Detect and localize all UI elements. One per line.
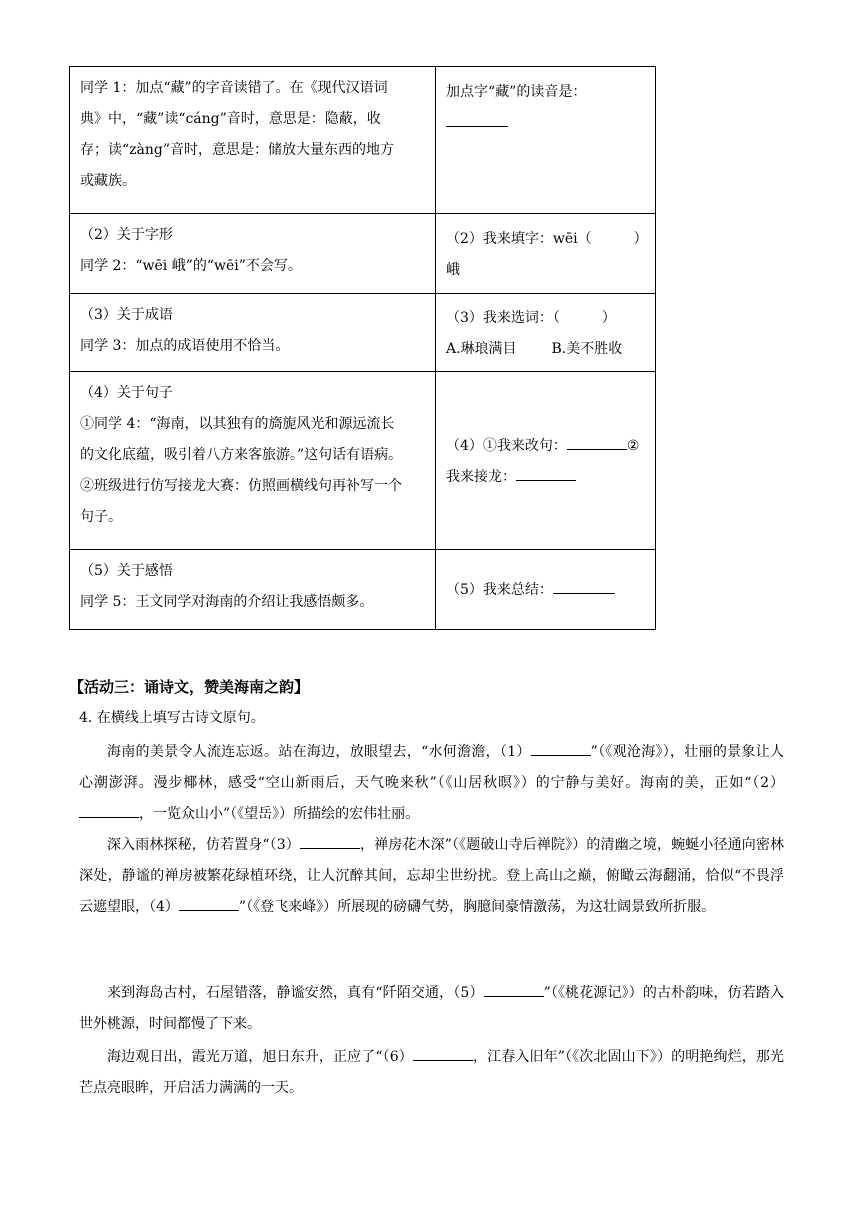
paragraph-2 xyxy=(79,830,784,923)
table-row xyxy=(70,294,656,372)
blank-6[interactable] xyxy=(413,1046,473,1061)
table-text-line: 句子。 xyxy=(80,509,122,525)
character-answer-cell xyxy=(436,214,656,294)
reflection-issue-cell xyxy=(70,550,436,630)
blank-4[interactable] xyxy=(179,896,239,911)
character-issue-cell xyxy=(70,214,436,294)
reflection-answer-cell xyxy=(436,550,656,630)
fill-character-prompt[interactable]: （2）我来填字：wēi（ ） xyxy=(446,230,648,247)
table-text-line: 或藏族。 xyxy=(80,173,136,189)
row-title: （4）关于句子 xyxy=(80,385,173,401)
paragraph-text: 深入雨林探秘，仿若置身“（3） xyxy=(107,837,300,853)
row-title: （2）关于字形 xyxy=(80,227,173,243)
paragraph-text: 海南的美景令人流连忘返。站在海边，放眼望去，“水何澹澹，（1） xyxy=(107,744,531,760)
pronunciation-prompt: 加点字“藏”的读音是： xyxy=(446,84,587,100)
relay-blank[interactable] xyxy=(516,466,576,481)
pronunciation-issue-cell xyxy=(70,67,436,214)
paragraph-text: ”（《登飞来峰》）所展现的磅礴气势，胸臆间豪情激荡，为这壮阔景致所折服。 xyxy=(238,899,716,915)
row-text: 同学 3：加点的成语使用不恰当。 xyxy=(80,338,290,354)
summary-blank[interactable] xyxy=(553,579,615,594)
table-row xyxy=(70,550,656,630)
table-row xyxy=(70,372,656,550)
idiom-answer-cell xyxy=(436,294,656,372)
character-suffix: 峨 xyxy=(446,261,460,278)
pronunciation-blank[interactable] xyxy=(446,112,508,127)
choose-word-prompt[interactable]: （3）我来选词：（ ） xyxy=(446,309,616,326)
paragraph-1 xyxy=(79,737,784,830)
table-text-line: 存；读“zàng”音时，意思是：储放大量东西的地方 xyxy=(80,142,395,158)
sentence-answer-cell xyxy=(436,372,656,550)
table-text-line: 典》中，“藏”读“cáng”音时，意思是：隐蔽，收 xyxy=(80,111,381,127)
blank-5[interactable] xyxy=(484,982,544,997)
blank-2[interactable] xyxy=(79,803,139,818)
relay-prompt: 我来接龙： xyxy=(446,468,516,485)
paragraph-3 xyxy=(79,978,784,1040)
table-text-line: ①同学 4：“海南，以其独有的旖旎风光和源远流长 xyxy=(80,416,395,432)
paragraph-text: 海边观日出，霞光万道，旭日东升，正应了“（6） xyxy=(107,1049,413,1065)
table-text-line: 的文化底蕴，吸引着八方来客旅游。”这句话有语病。 xyxy=(80,447,403,463)
row-text: 同学 2：“wēi 峨”的“wēi”不会写。 xyxy=(80,258,302,274)
option-b[interactable]: B.美不胜收 xyxy=(551,340,623,357)
paragraph-text: ，江春入旧年”（《次北固山下》）的明艳绚烂，那光芒点亮眼眸，开启活力满满的一天。 xyxy=(79,1049,784,1096)
option-a[interactable]: A.琳琅满目 xyxy=(446,340,517,357)
pronunciation-answer-cell xyxy=(436,67,656,214)
table-row xyxy=(70,67,656,214)
revise-sentence-blank[interactable] xyxy=(567,435,627,450)
table-text-line: 同学 1：加点“藏”的字音读错了。在《现代汉语词 xyxy=(80,80,388,96)
paragraph-text: ，一览众山小”（《望岳》）所描绘的宏伟壮丽。 xyxy=(139,806,420,822)
paragraph-text: ”（《桃花源记》）的古朴韵味，仿若踏入世外桃源，时间都慢了下来。 xyxy=(79,985,784,1032)
blank-1[interactable] xyxy=(531,741,591,756)
paragraph-text: ”（《观沧海》），壮丽的景象让人心潮澎湃。漫步椰林，感受“空山新雨后，天气晚来秋”（《山居秋暝》）的宁静与美好。海南的美，正如“（2） xyxy=(79,744,784,791)
activity-three-title: 【活动三：诵诗文，赞美海南之韵】 xyxy=(69,678,310,696)
row-text: 同学 5：王文同学对海南的介绍让我感悟颇多。 xyxy=(80,594,374,610)
row-title: （3）关于成语 xyxy=(80,307,173,323)
paragraph-text: 来到海岛古村，石屋错落，静谧安然，真有“阡陌交通，（5） xyxy=(107,985,484,1001)
row-title: （5）关于感悟 xyxy=(80,563,173,579)
idiom-issue-cell xyxy=(70,294,436,372)
revise-sentence-prompt: （4）①我来改句： xyxy=(446,437,567,454)
summary-prompt: （5）我来总结： xyxy=(446,582,553,598)
question-4: 4. 在横线上填写古诗文原句。 xyxy=(79,710,265,726)
circled-two: ② xyxy=(626,437,640,454)
paragraph-text: ，禅房花木深”（《题破山寺后禅院》）的清幽之境，蜿蜒小径通向密林深处，静谧的禅房被繁花绿植环绕，让人沉醉其间，忘却尘世纷扰。登上高山之巅，俯瞰云海翻涌，恰似“不畏浮云遮望眼，（4） xyxy=(79,837,784,915)
sentence-issue-cell xyxy=(70,372,436,550)
activity-table xyxy=(69,66,656,630)
blank-3[interactable] xyxy=(300,834,360,849)
table-text-line: ②班级进行仿写接龙大赛：仿照画横线句再补写一个 xyxy=(80,478,402,494)
paragraph-4 xyxy=(79,1042,784,1104)
table-row xyxy=(70,214,656,294)
